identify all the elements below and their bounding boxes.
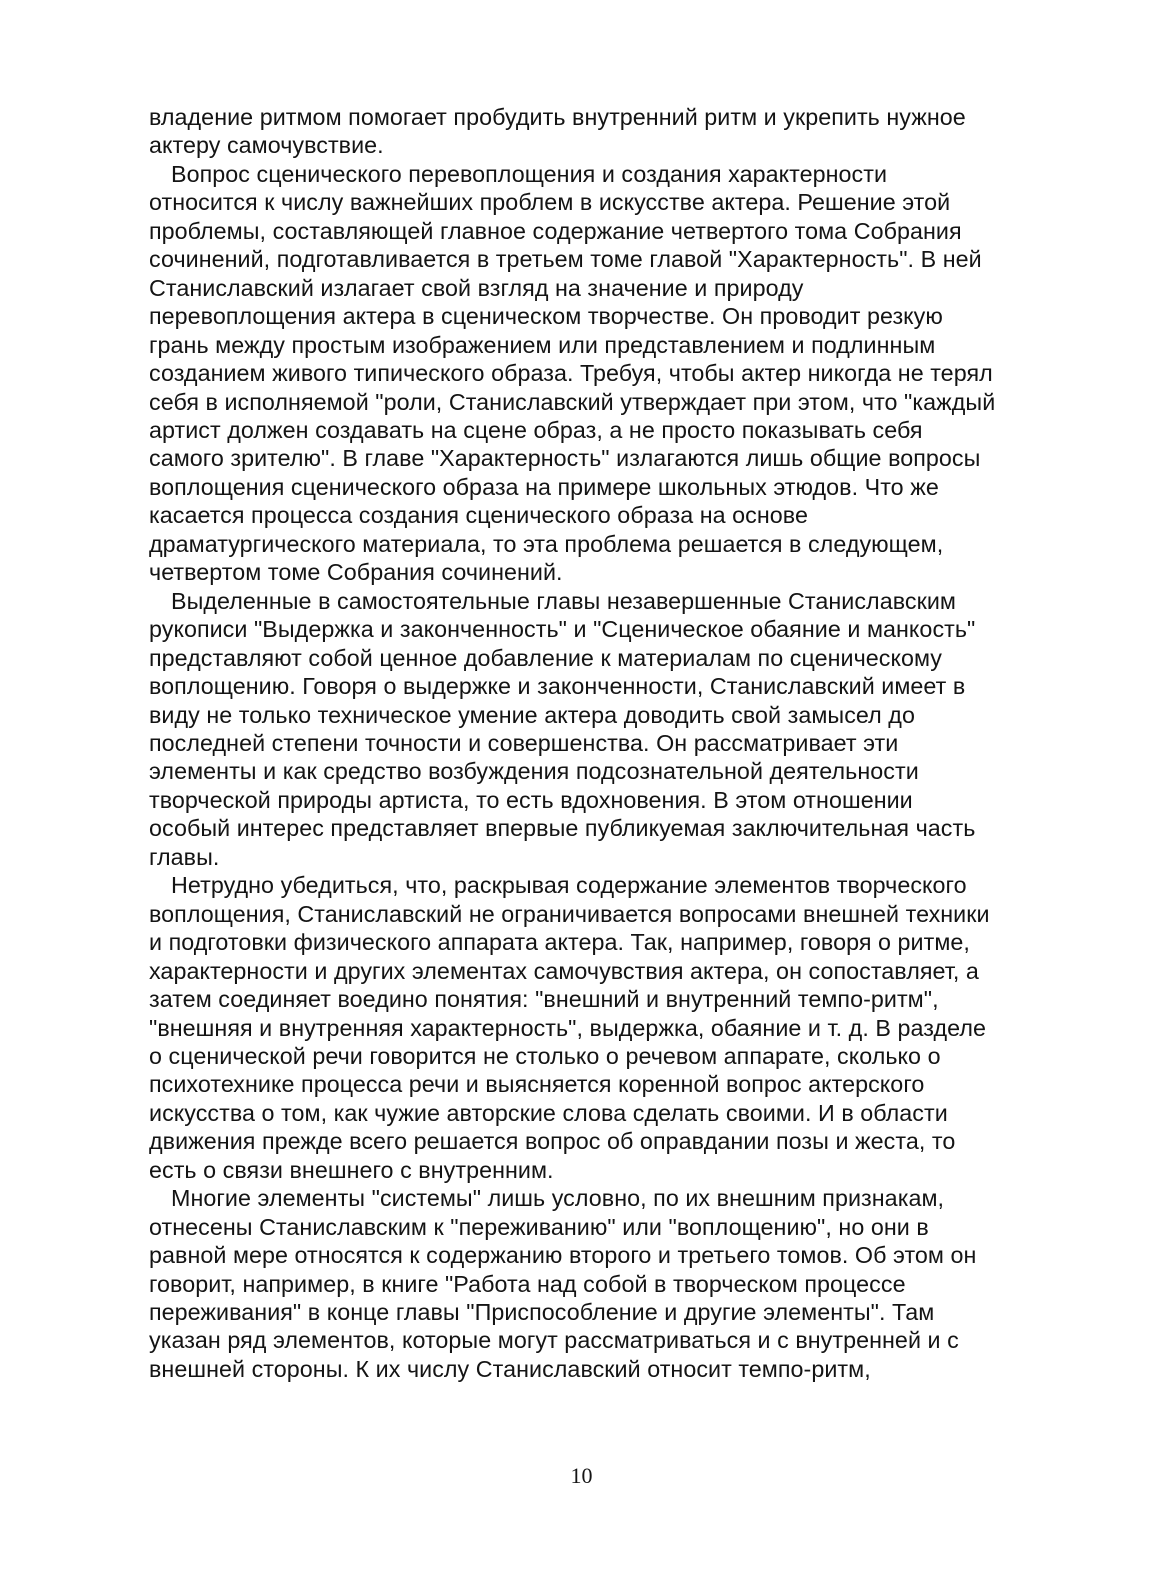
paragraph: Вопрос сценического перевоплощения и создания характерности относится к числу важнейших проблем в искусстве актера. Решение этой проблемы, составляющей главное содержание четвертого тома Собрания сочинений, подготавливается в третьем томе главой "Характерность". В ней Станиславский излагает свой взгляд на значение и природу перевоплощения актера в сценическом творчестве. Он проводит резкую грань между простым изображением или представлением и подлинным созданием живого типического образа. Требуя, чтобы актер никогда не терял себя в исполняемой "роли, Станиславский утверждает при этом, что "каждый артист должен создавать на сцене образ, а не просто показывать себя самого зрителю". В главе "Характерность" излагаются лишь общие вопросы воплощения сценического образа на примере школьных этюдов. Что же касается процесса создания сценического образа на основе драматургического материала, то эта проблема решается в следующем, четвертом томе Собрания сочинений. (149, 160, 996, 586)
page-number: 10 (570, 1463, 593, 1488)
paragraph: Выделенные в самостоятельные главы незавершенные Станиславским рукописи "Выдержка и законченность" и "Сценическое обаяние и манкость" представляют собой ценное добавление к материалам по сценическому воплощению. Говоря о выдержке и законченности, Станиславский имеет в виду не только техническое умение актера доводить свой замысел до последней степени точности и совершенства. Он рассматривает эти элементы и как средство возбуждения подсознательной деятельности творческой природы артиста, то есть вдохновения. В этом отношении особый интерес представляет впервые публикуемая заключительная часть главы. (149, 587, 976, 870)
paragraph: Нетрудно убедиться, что, раскрывая содержание элементов творческого воплощения, Станиславский не ограничивается вопросами внешней техники и подготовки физического аппарата актера. Так, например, говоря о ритме, характерности и других элементах самочувствия актера, он сопоставляет, а затем соединяет воедино понятия: "внешний и внутренний темпо-ритм", "внешняя и внутренняя характерность", выдержка, обаяние и т. д. В разделе о сценической речи говорится не столько о речевом аппарате, сколько о психотехнике процесса речи и выясняется коренной вопрос актерского искусства о том, как чужие авторские слова сделать своими. И в области движения прежде всего решается вопрос об оправдании позы и жеста, то есть о связи внешнего с внутренним. (149, 872, 990, 1183)
text-body (149, 103, 996, 1383)
paragraph: владение ритмом помогает пробудить внутренний ритм и укрепить нужное актеру самочувствие. (149, 104, 966, 159)
paragraph: Многие элементы "системы" лишь условно, по их внешним признакам, отнесены Станиславским к "переживанию" или "воплощению", но они в равной мере относятся к содержанию второго и третьего томов. Об этом он говорит, например, в книге "Работа над собой в творческом процессе переживания" в конце главы "Приспособление и другие элементы". Там указан ряд элементов, которые могут рассматриваться и с внутренней и с внешней стороны. К их числу Станиславский относит темпо-ритм, (149, 1185, 977, 1382)
